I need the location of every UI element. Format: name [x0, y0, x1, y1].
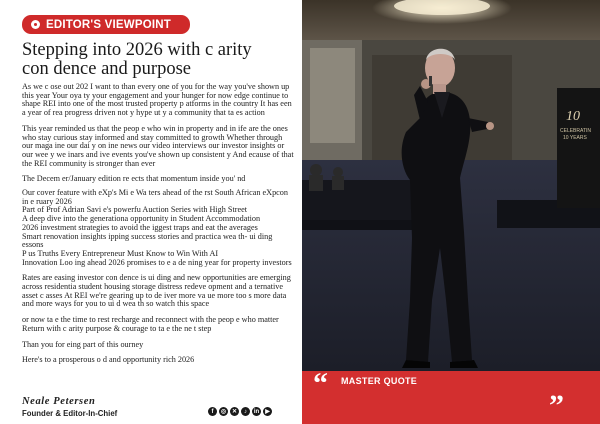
open-quote-icon: “ — [313, 367, 328, 400]
event-scene-illustration — [302, 0, 600, 371]
master-quote-label: MASTER QUOTE — [341, 376, 418, 386]
event-banner — [557, 88, 600, 208]
facebook-icon[interactable]: f — [208, 407, 217, 416]
badge-label: EDITOR'S VIEWPOINT — [46, 18, 171, 31]
paragraph-intro: As we c ose out 202 I want to than every one of you for the way you've shown up this year Your oya ty your engagement and your hunger for now edge continue to shape REI into one of the most trusted property p atforms in the country It has een a year of rea progress driven not y hype ut y a community that ta es action — [22, 82, 292, 118]
speaker-photo — [302, 0, 600, 371]
paragraph-edition: The Decem er/January edition re ects that momentum inside you' nd — [22, 174, 246, 184]
x-icon[interactable]: ✕ — [231, 408, 238, 415]
linkedin-icon[interactable]: in — [253, 408, 260, 415]
close-quote-icon: ” — [549, 389, 564, 422]
list-item: P us Truths Every Entrepreneur Must Know to Win With AI — [22, 248, 219, 258]
article-body — [22, 83, 294, 365]
instagram-icon[interactable]: ◎ — [220, 408, 227, 415]
microphone-icon — [429, 76, 432, 86]
list-item: A deep dive into the generationa opportunity in Student Accommodation — [22, 214, 261, 224]
banner-text-1: 10 — [566, 109, 580, 124]
edition-list — [22, 189, 294, 267]
tiktok-icon[interactable]: ♪ — [241, 407, 250, 416]
editors-viewpoint-badge — [22, 15, 190, 34]
page-title — [22, 41, 292, 79]
banner-text-2: CELEBRATIN — [560, 128, 592, 134]
list-item: Innovation Loo ing ahead 2026 promises to e a de ning year for property investors — [22, 257, 292, 267]
title-line-1: Stepping into 2026 with c arity — [22, 40, 252, 60]
paragraph-rest: or now ta e the time to rest recharge and reconnect with the peop e who matter Return with c arity purpose & courage to ta e the ne t step — [22, 315, 279, 333]
banner-text-3: 10 YEARS — [563, 135, 587, 141]
signature-name: Neale Petersen — [22, 396, 96, 407]
paragraph-thanks: Than you for eing part of this ourney — [22, 339, 144, 349]
list-item: Smart renovation insights ipping success stories and practica wea th- ui ding essons — [22, 231, 273, 250]
list-item: Part of Prof Adrian Savi e's powerfu Auction Series with High Street — [22, 205, 248, 215]
paragraph-outlook: Rates are easing investor con dence is ui ding and new opportunities are emerging across residentia student housing storage distress redeve opment and a ternative asset c asses At REI we're gearing up to de iver more va ue more too s more data and more ways for you to ui d wea th so watch this space — [22, 273, 291, 309]
paragraph-closing: Here's to a prosperous o d and opportunity rich 2026 — [22, 355, 195, 365]
signature-role: Founder & Editor-In-Chief — [22, 409, 118, 418]
title-line-2: con dence and purpose — [22, 59, 192, 79]
bullet-icon — [31, 20, 40, 29]
paragraph-reminder: This year reminded us that the peop e who win in property and in ife are the ones who stay curious stay informed and stay committed to growth Whether through our maga ine our dai y on ine news our video interviews our investor insights or our wee y we inars and ive events you've shown up consistent y And ecause of that the REI community is stronger than ever — [22, 123, 294, 168]
list-item: 2026 investment strategies to avoid the iggest traps and eat the averages — [22, 222, 258, 232]
social-icons — [208, 407, 272, 416]
master-quote-bar — [302, 367, 600, 424]
youtube-icon[interactable]: ▶ — [263, 407, 272, 416]
list-item: Our cover feature with eXp's Mi e Wa ters ahead of the rst South African eXpcon in e ruary 2026 — [22, 188, 288, 206]
